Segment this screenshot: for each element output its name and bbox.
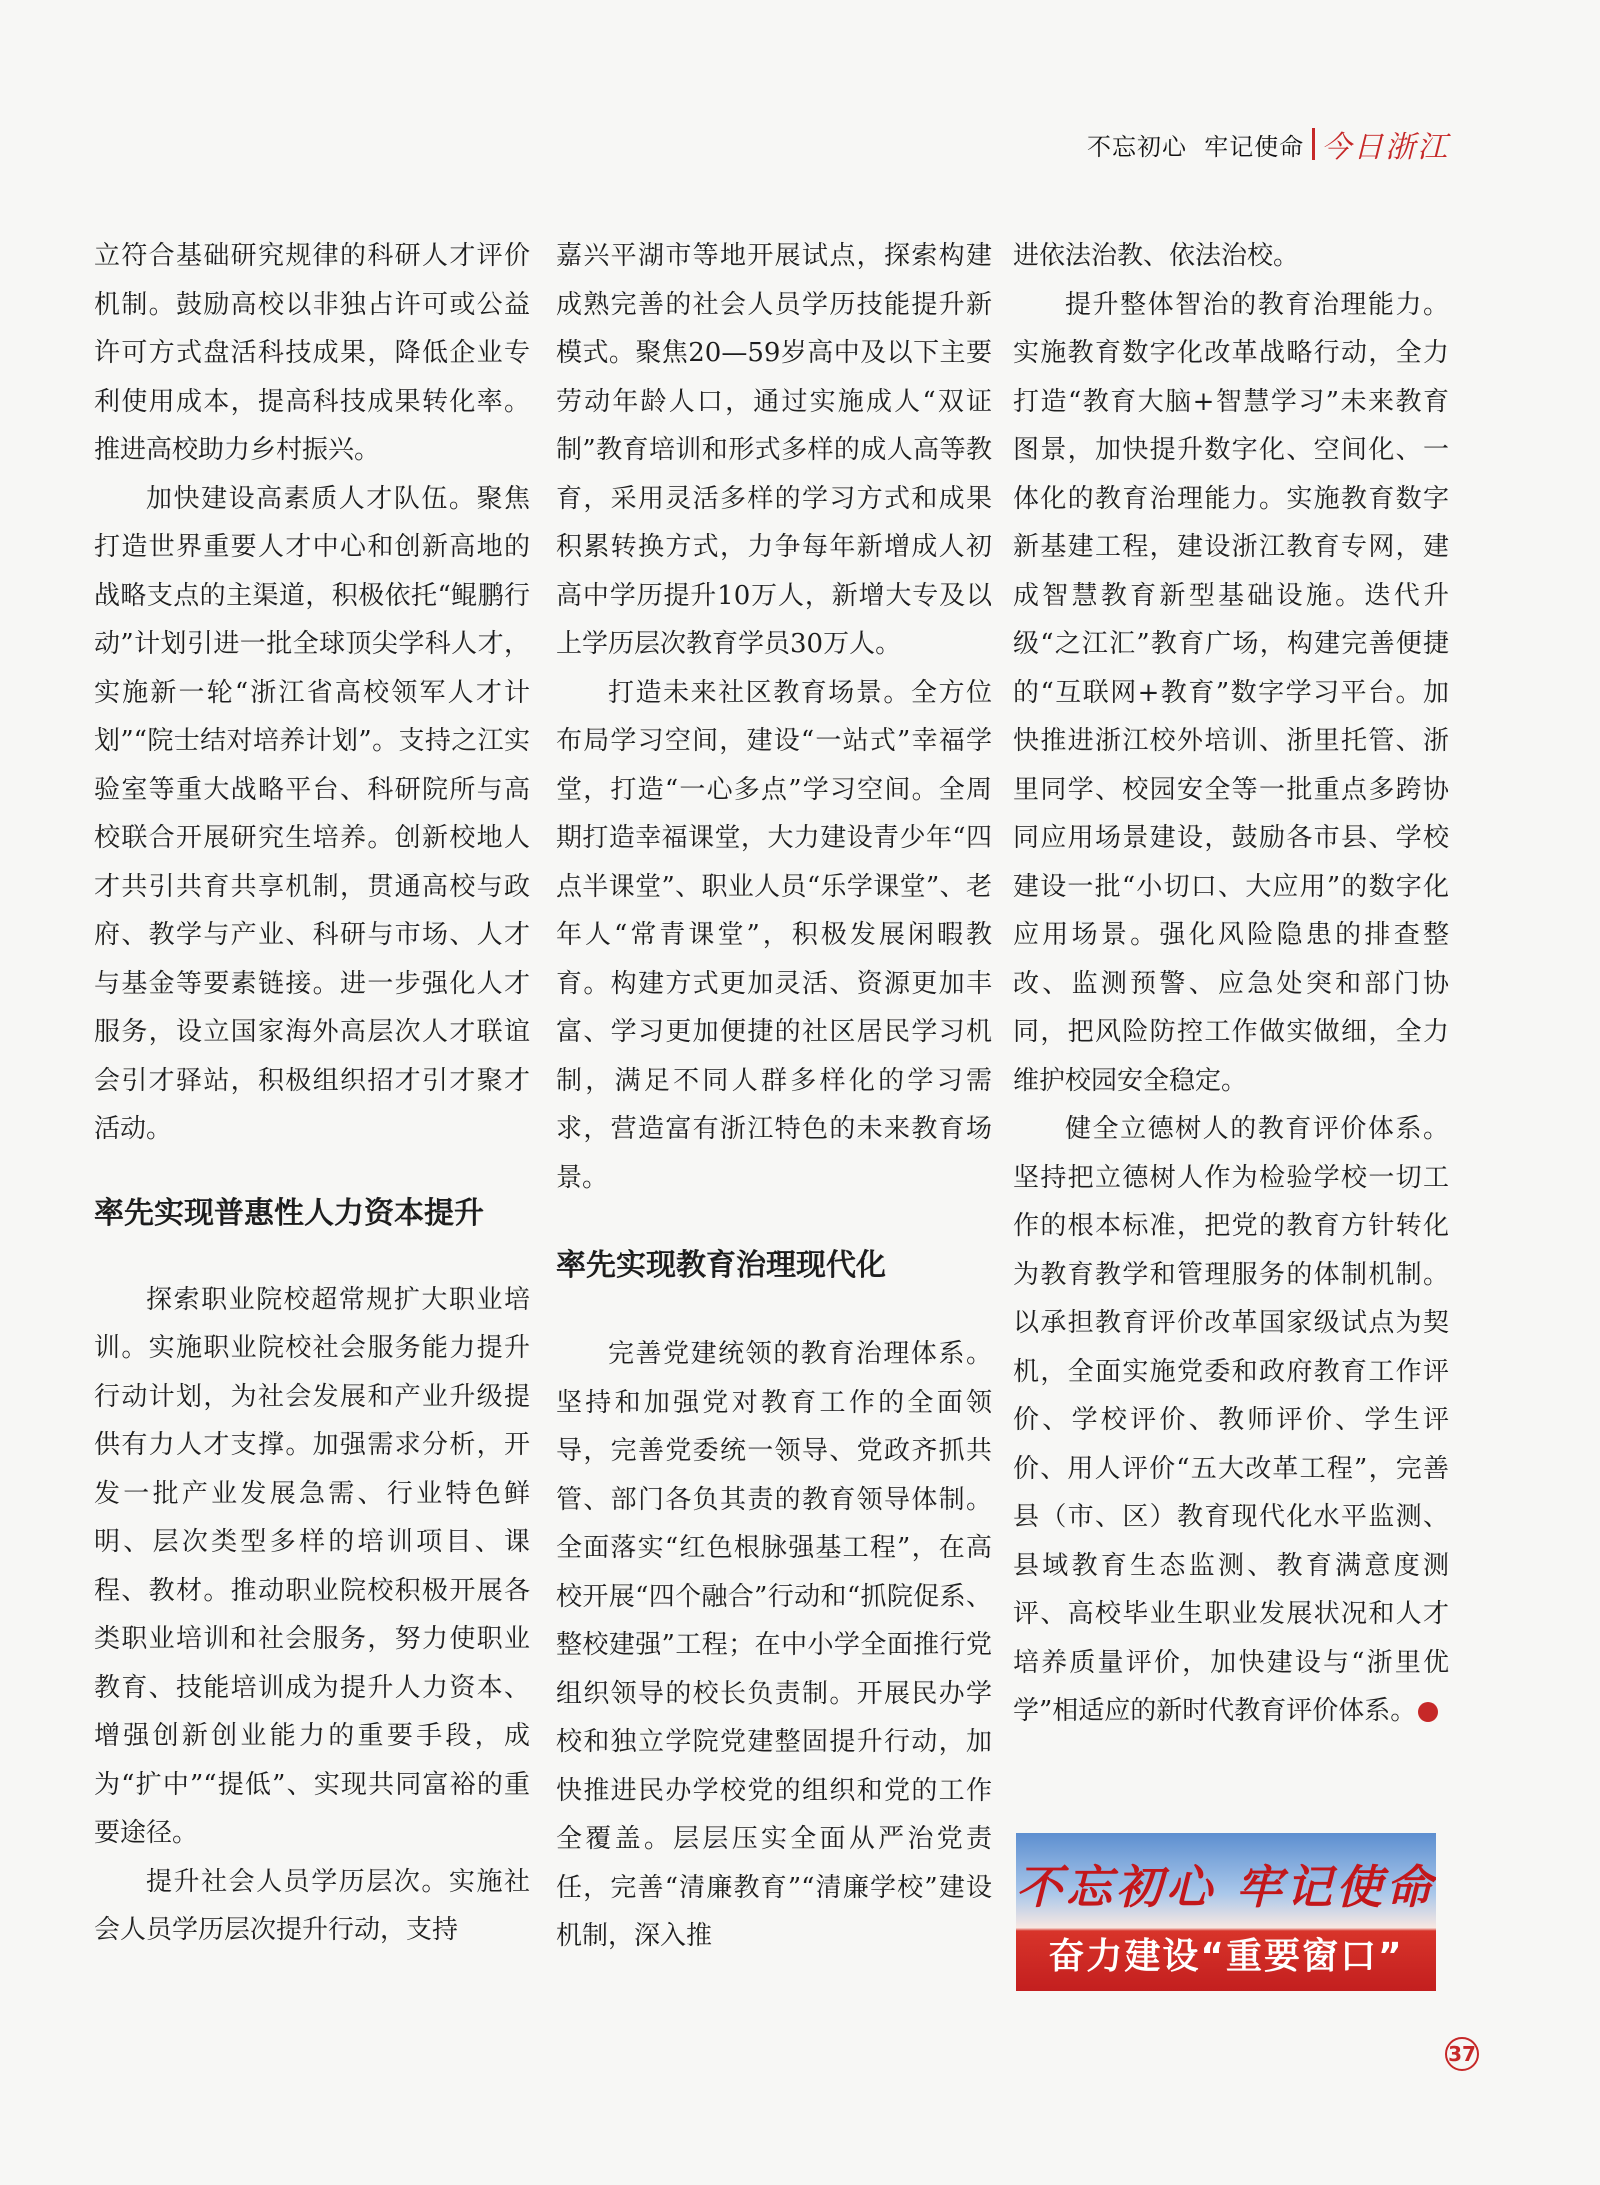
paragraph: 立符合基础研究规律的科研人才评价机制。鼓励高校以非独占许可或公益许可方式盘活科技成果，降低企业专利使用成本，提高科技成果转化率。推进高校助力乡村振兴。: [94, 241, 530, 465]
page-number: 37: [1445, 2037, 1479, 2071]
campaign-banner: [1016, 1833, 1436, 1991]
paragraph: 提升社会人员学历层次。实施社会人员学历层次提升行动，支持: [94, 1866, 530, 1945]
magazine-header: [1087, 124, 1449, 164]
banner-title: 不忘初心 牢记使命: [1016, 1860, 1436, 1914]
article-column-1: [94, 232, 530, 1955]
article-end-icon: [1418, 1702, 1438, 1722]
paragraph: 提升整体智治的教育治理能力。实施教育数字化改革战略行动，全力打造“教育大脑+智慧学习”未来教育图景，加快提升数字化、空间化、一体化的教育治理能力。实施教育数字新基建工程，建设浙江教育专网，建成智慧教育新型基础设施。迭代升级“之江汇”教育广场，构建完善便捷的“互联网+教育”数字学习平台。加快推进浙江校外培训、浙里托管、浙里同学、校园安全等一批重点多跨协同应用场景建设，鼓励各市县、学校建设一批“小切口、大应用”的数字化应用场景。强化风险隐患的排查整改、监测预警、应急处突和部门协同，把风险防控工作做实做细，全力维护校园安全稳定。: [1013, 289, 1449, 1096]
section-heading: 率先实现教育治理现代化: [556, 1248, 886, 1283]
paragraph: [1013, 1105, 1449, 1736]
banner-subtitle: 奋力建设“重要窗口”: [1048, 1936, 1404, 1977]
section-heading: 率先实现普惠性人力资本提升: [94, 1195, 484, 1231]
paragraph: 探索职业院校超常规扩大职业培训。实施职业院校社会服务能力提升行动计划，为社会发展和产业升级提供有力人才支撑。加强需求分析，开发一批产业发展急需、行业特色鲜明、层次类型多样的培训项目、课程、教材。推动职业院校积极开展各类职业培训和社会服务，努力使职业教育、技能培训成为提升人力资本、增强创新创业能力的重要手段，成为“扩中”“提低”、实现共同富裕的重要途径。: [94, 1284, 530, 1848]
magazine-logo: 今日浙江: [1321, 130, 1450, 165]
paragraph-text: 健全立德树人的教育评价体系。坚持把立德树人作为检验学校一切工作的根本标准，把党的教育方针转化为教育教学和管理服务的体制机制。以承担教育评价改革国家级试点为契机，全面实施党委和政府教育工作评价、学校评价、教师评价、学生评价、用人评价“五大改革工程”，完善县（市、区）教育现代化水平监测、县域教育生态监测、教育满意度测评、高校毕业生职业发展状况和人才培养质量评价，加快建设与“浙里优学”相适应的新时代教育评价体系。: [1013, 1114, 1449, 1726]
header-slogan: 不忘初心 牢记使命: [1087, 132, 1305, 161]
paragraph: 进依法治教、依法治校。: [1013, 241, 1300, 271]
header-divider: [1312, 128, 1315, 160]
paragraph: 加快建设高素质人才队伍。聚焦打造世界重要人才中心和创新高地的战略支点的主渠道，积极依托“鲲鹏行动”计划引进一批全球顶尖学科人才，实施新一轮“浙江省高校领军人才计划”“院士结对培养计划”。支持之江实验室等重大战略平台、科研院所与高校联合开展研究生培养。创新校地人才共引共育共享机制，贯通高校与政府、教学与产业、科研与市场、人才与基金等要素链接。进一步强化人才服务，设立国家海外高层次人才联谊会引才驿站，积极组织招才引才聚才活动。: [94, 483, 530, 1144]
paragraph: 嘉兴平湖市等地开展试点，探索构建成熟完善的社会人员学历技能提升新模式。聚焦20—59岁高中及以下主要劳动年龄人口，通过实施成人“双证制”教育培训和形式多样的成人高等教育，采用灵活多样的学习方式和成果积累转换方式，力争每年新增成人初高中学历提升10万人，新增大专及以上学历层次教育学员30万人。: [556, 241, 992, 659]
article-column-3: [1013, 232, 1449, 1736]
paragraph: 完善党建统领的教育治理体系。坚持和加强党对教育工作的全面领导，完善党委统一领导、党政齐抓共管、部门各负其责的教育领导体制。全面落实“红色根脉强基工程”，在高校开展“四个融合”行动和“抓院促系、整校建强”工程；在中小学全面推行党组织领导的校长负责制。开展民办学校和独立学院党建整固提升行动，加快推进民办学校党的组织和党的工作全覆盖。层层压实全面从严治党责任，完善“清廉教育”“清廉学校”建设机制，深入推: [556, 1339, 992, 1951]
article-column-2: [556, 232, 992, 1961]
paragraph: 打造未来社区教育场景。全方位布局学习空间，建设“一站式”幸福学堂，打造“一心多点”学习空间。全周期打造幸福课堂，大力建设青少年“四点半课堂”、职业人员“乐学课堂”、老年人“常青课堂”，积极发展闲暇教育。构建方式更加灵活、资源更加丰富、学习更加便捷的社区居民学习机制，满足不同人群多样化的学习需求，营造富有浙江特色的未来教育场景。: [556, 677, 992, 1193]
